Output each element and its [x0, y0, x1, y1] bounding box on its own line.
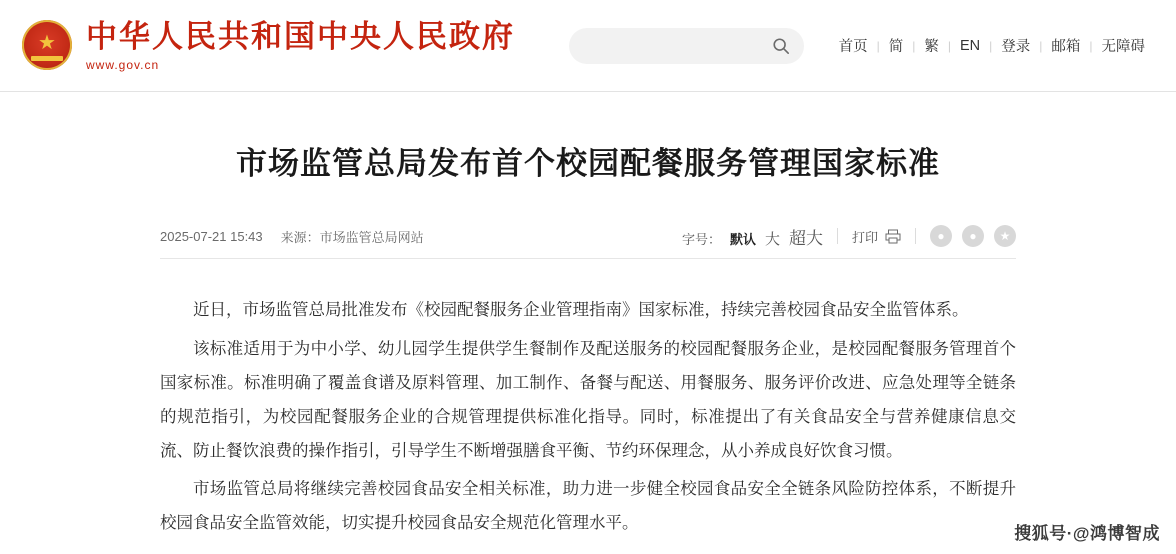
search-icon[interactable]	[772, 37, 790, 55]
nav-separator: |	[947, 38, 951, 53]
watermark: 搜狐号·@鸿博智成	[1014, 524, 1160, 543]
divider	[837, 228, 838, 244]
nav-item-simplified[interactable]: 简	[888, 39, 904, 55]
source-value: 市场监管总局网站	[319, 229, 424, 245]
nav-item-login[interactable]: 登录	[1001, 39, 1031, 55]
nav-item-traditional[interactable]: 繁	[924, 39, 939, 55]
article	[160, 92, 1016, 540]
nav-separator: |	[1039, 38, 1043, 53]
font-size-label: 字号：	[681, 231, 721, 247]
nav-item-mail[interactable]: 邮箱	[1051, 39, 1081, 55]
share-buttons	[930, 225, 1016, 247]
brand-text	[86, 19, 515, 72]
brand-title: 中华人民共和国中央人民政府	[86, 19, 515, 55]
article-paragraph: 该标准适用于为中小学、幼儿园学生提供学生餐制作及配送服务的校园配餐服务企业，是校园配餐服务管理首个国家标准。标准明确了覆盖食谱及原料管理、加工制作、备餐与配送、用餐服务、服务评价改进、应急处理等全链条的规范指引，为校园配餐服务企业的合规管理提供标准化指导。同时，标准提出了有关食品安全与营养健康信息交流、防止餐饮浪费的操作指引，引导学生不断增强膳食平衡、节约环保理念，从小养成良好饮食习惯。	[160, 339, 1016, 460]
site-header	[0, 0, 1176, 92]
search-input[interactable]	[583, 37, 772, 54]
nav-separator: |	[912, 38, 916, 53]
brand-url: www.gov.cn	[86, 57, 160, 72]
wechat-share-icon[interactable]: ●	[962, 225, 984, 247]
printer-icon[interactable]	[885, 229, 901, 244]
search-box[interactable]	[569, 28, 804, 64]
font-size-extra-large[interactable]: 超大	[788, 228, 823, 248]
meta-right	[682, 224, 1016, 249]
publish-datetime: 2025-07-21 15:43	[160, 228, 263, 244]
divider	[915, 228, 916, 244]
page-title: 市场监管总局发布首个校园配餐服务管理国家标准	[236, 146, 940, 181]
source-label: 来源：	[280, 229, 320, 245]
font-size-controls	[682, 224, 823, 249]
favorite-star-icon[interactable]: ★	[994, 225, 1016, 247]
article-meta-bar	[160, 214, 1016, 259]
nav-separator: |	[1089, 38, 1093, 53]
font-size-large[interactable]: 大	[764, 230, 780, 248]
meta-left	[160, 227, 424, 246]
national-emblem-icon	[22, 20, 72, 70]
nav-item-home[interactable]: 首页	[838, 39, 868, 55]
header-nav	[830, 35, 1154, 56]
print-button[interactable]	[852, 227, 901, 246]
weibo-share-icon[interactable]: ●	[930, 225, 952, 247]
nav-separator: |	[876, 38, 880, 53]
source-group	[281, 227, 424, 246]
font-size-default[interactable]: 默认	[729, 231, 756, 247]
nav-item-english[interactable]: EN	[959, 37, 981, 54]
nav-separator: |	[989, 38, 993, 53]
header-right	[569, 28, 1154, 64]
article-paragraph: 市场监管总局将继续完善校园食品安全相关标准，助力进一步健全校园食品安全全链条风险防控体系，不断提升校园食品安全监管效能，切实提升校园食品安全规范化管理水平。	[160, 479, 1016, 533]
article-body	[160, 293, 1016, 540]
site-brand[interactable]	[22, 19, 515, 72]
print-label: 打印	[851, 229, 878, 245]
article-paragraph: 近日，市场监管总局批准发布《校园配餐服务企业管理指南》国家标准，持续完善校园食品安全监管体系。	[193, 300, 969, 320]
nav-item-accessibility[interactable]: 无障碍	[1101, 39, 1145, 55]
